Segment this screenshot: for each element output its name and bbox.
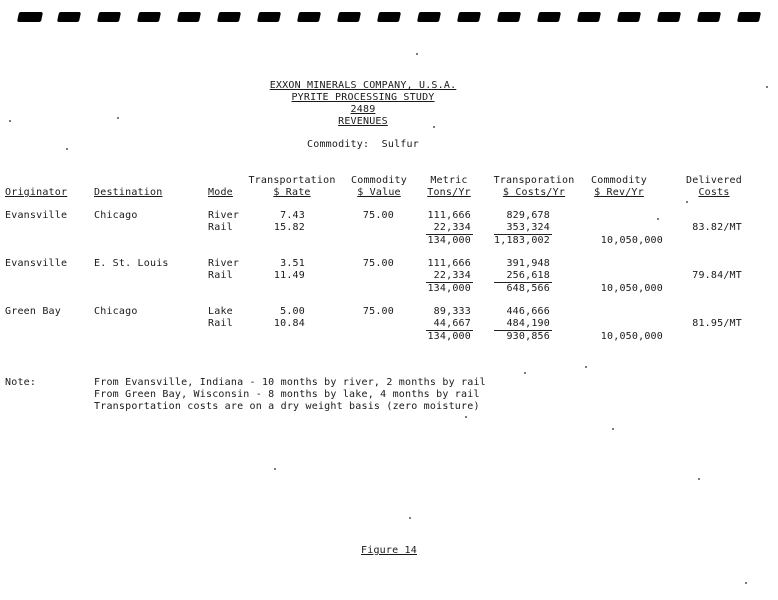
tons-cell: 22,334 [433, 222, 471, 233]
company-name: EXXON MINERALS COMPANY, U.S.A. [269, 80, 457, 91]
costs-cell: 829,678 [506, 210, 550, 221]
rate-cell: 10.84 [273, 318, 305, 329]
destination-cell: E. St. Louis [94, 258, 169, 269]
col-rate-line1: Transportation [248, 175, 336, 186]
tons-cell: 44,667 [433, 318, 471, 329]
mode-cell: Lake [208, 306, 233, 317]
destination-cell: Chicago [94, 306, 138, 317]
revenue-cell: 10,050,000 [600, 331, 663, 342]
destination-cell: Chicago [94, 210, 138, 221]
col-costs-line1: Transporation [493, 175, 575, 186]
note-line: From Evansville, Indiana - 10 months by river, 2 months by rail [94, 377, 486, 388]
rate-cell: 5.00 [280, 306, 305, 317]
note-line: From Green Bay, Wisconsin - 8 months by lake, 4 months by rail [94, 389, 480, 400]
study-number: 2489 [350, 104, 376, 115]
col-delivered-line1: Delivered [686, 175, 742, 186]
col-rev-line2: $ Rev/Yr [594, 187, 644, 198]
figure-caption: Figure 14 [361, 545, 417, 556]
section-title: REVENUES [338, 116, 388, 127]
value-cell: 75.00 [362, 210, 394, 221]
mode-cell: Rail [208, 318, 233, 329]
col-rev-line1: Commodity [591, 175, 647, 186]
delivered-cost-cell: 79.84/MT [692, 270, 742, 281]
delivered-cost-cell: 81.95/MT [692, 318, 742, 329]
col-tons-line1: Metric [430, 175, 468, 186]
col-tons-line2: Tons/Yr [427, 187, 471, 198]
col-delivered-line2: Costs [698, 187, 730, 198]
tons-cell: 111,666 [427, 210, 471, 221]
costs-total: 930,856 [506, 331, 550, 342]
rate-cell: 7.43 [280, 210, 305, 221]
tons-cell: 111,666 [427, 258, 471, 269]
mode-cell: River [208, 258, 240, 269]
tons-cell: 22,334 [433, 270, 471, 281]
note-line: Transportation costs are on a dry weight basis (zero moisture) [94, 401, 480, 412]
revenue-cell: 10,050,000 [600, 235, 663, 246]
value-cell: 75.00 [362, 258, 394, 269]
costs-total: 648,566 [506, 283, 550, 294]
col-originator: Originator [5, 187, 68, 198]
tons-total: 134,000 [427, 283, 471, 294]
originator-cell: Evansville [5, 210, 68, 221]
value-cell: 75.00 [362, 306, 394, 317]
tons-total: 134,000 [427, 235, 471, 246]
study-title: PYRITE PROCESSING STUDY [291, 92, 435, 103]
col-rate-line2: $ Rate [273, 187, 311, 198]
commodity-label: Commodity: Sulfur [307, 139, 419, 150]
revenue-cell: 10,050,000 [600, 283, 663, 294]
costs-cell: 484,190 [506, 318, 550, 329]
tons-cell: 89,333 [433, 306, 471, 317]
costs-cell: 446,666 [506, 306, 550, 317]
costs-total: 1,183,002 [494, 235, 550, 246]
mode-cell: Rail [208, 222, 233, 233]
col-value-line2: $ Value [357, 187, 401, 198]
originator-cell: Green Bay [5, 306, 61, 317]
originator-cell: Evansville [5, 258, 68, 269]
col-destination: Destination [94, 187, 163, 198]
col-mode: Mode [208, 187, 233, 198]
costs-cell: 391,948 [506, 258, 550, 269]
tons-total: 134,000 [427, 331, 471, 342]
mode-cell: River [208, 210, 240, 221]
col-value-line1: Commodity [351, 175, 407, 186]
costs-cell: 353,324 [506, 222, 550, 233]
rate-cell: 15.82 [273, 222, 305, 233]
mode-cell: Rail [208, 270, 233, 281]
col-costs-line2: $ Costs/Yr [502, 187, 566, 198]
rate-cell: 3.51 [280, 258, 305, 269]
delivered-cost-cell: 83.82/MT [692, 222, 742, 233]
costs-cell: 256,618 [506, 270, 550, 281]
note-label: Note: [5, 377, 37, 388]
rate-cell: 11.49 [273, 270, 305, 281]
